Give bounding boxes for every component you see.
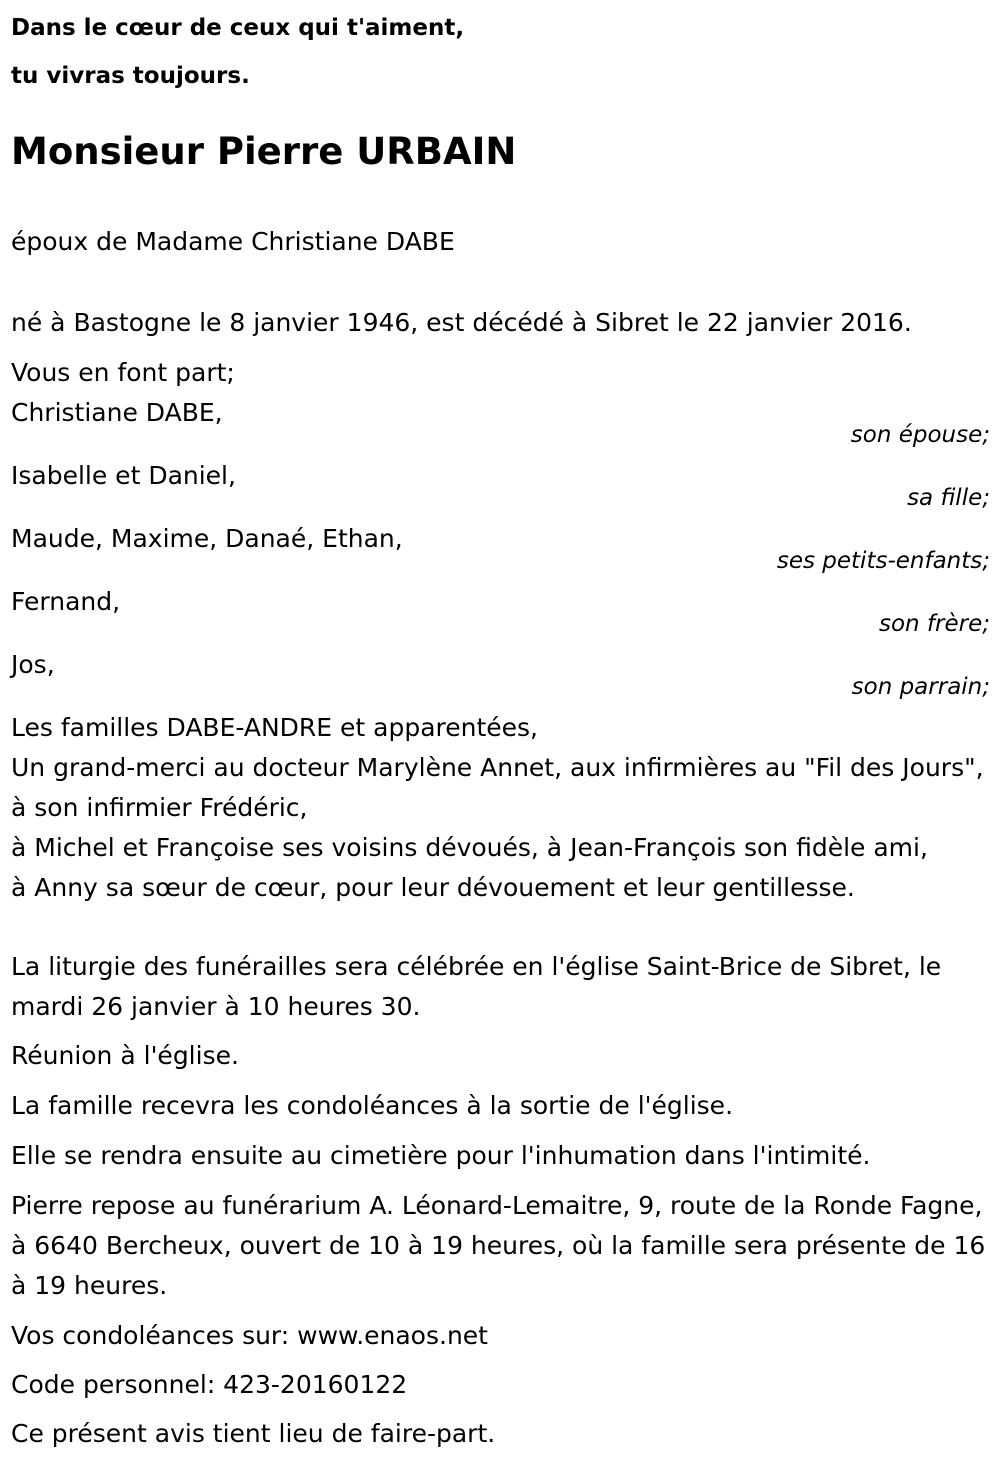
family-member-name: Isabelle et Daniel, — [11, 461, 236, 490]
personal-code-line: Code personnel: 423-20160122 — [11, 1370, 408, 1399]
deceased-name: Monsieur Pierre URBAIN — [11, 130, 517, 173]
family-member-relation: son frère; — [878, 611, 990, 637]
online-condolences-line: Vos condoléances sur: www.enaos.net — [11, 1321, 488, 1350]
family-member-relation: sa fille; — [907, 485, 990, 511]
families-line: Les familles DABE-ANDRE et apparentées, — [11, 713, 539, 742]
funerarium-paragraph: Pierre repose au funérarium A. Léonard-Lemaitre, 9, route de la Ronde Fagne, à 6640 Bercheux, ouvert de 10 à 19 heures, où la famille sera présente de 16 à 19 heures. — [11, 1191, 986, 1300]
family-member-name: Jos, — [11, 650, 55, 679]
meeting-line: Réunion à l'église. — [11, 1041, 239, 1070]
family-member-relation: son parrain; — [851, 674, 990, 700]
epitaph-line-1: Dans le cœur de ceux qui t'aiment, — [11, 15, 465, 41]
announcement-intro: Vous en font part; — [11, 358, 235, 387]
family-member-name: Christiane DABE, — [11, 398, 223, 427]
family-member-relation: ses petits-enfants; — [776, 548, 990, 574]
family-member-name: Fernand, — [11, 587, 121, 616]
thanks-paragraph-1: Un grand-merci au docteur Marylène Annet, aux infirmières au "Fil des Jours", à son infirmier Frédéric, — [11, 753, 984, 822]
family-member-name: Maude, Maxime, Danaé, Ethan, — [11, 524, 403, 553]
family-member-relation: son épouse; — [850, 422, 990, 448]
thanks-paragraph-3: à Anny sa sœur de cœur, pour leur dévouement et leur gentillesse. — [11, 873, 855, 902]
condolences-church-line: La famille recevra les condoléances à la sortie de l'église. — [11, 1091, 734, 1120]
notice-line: Ce présent avis tient lieu de faire-part. — [11, 1419, 496, 1448]
epitaph-line-2: tu vivras toujours. — [11, 63, 250, 89]
thanks-paragraph-2: à Michel et Françoise ses voisins dévoués, à Jean-François son fidèle ami, — [11, 833, 928, 862]
cemetery-line: Elle se rendra ensuite au cimetière pour l'inhumation dans l'intimité. — [11, 1141, 871, 1170]
birth-death-line: né à Bastogne le 8 janvier 1946, est décédé à Sibret le 22 janvier 2016. — [11, 308, 912, 337]
spouse-line: époux de Madame Christiane DABE — [11, 227, 455, 256]
liturgy-paragraph: La liturgie des funérailles sera célébrée en l'église Saint-Brice de Sibret, le mardi 26 janvier à 10 heures 30. — [11, 952, 942, 1021]
